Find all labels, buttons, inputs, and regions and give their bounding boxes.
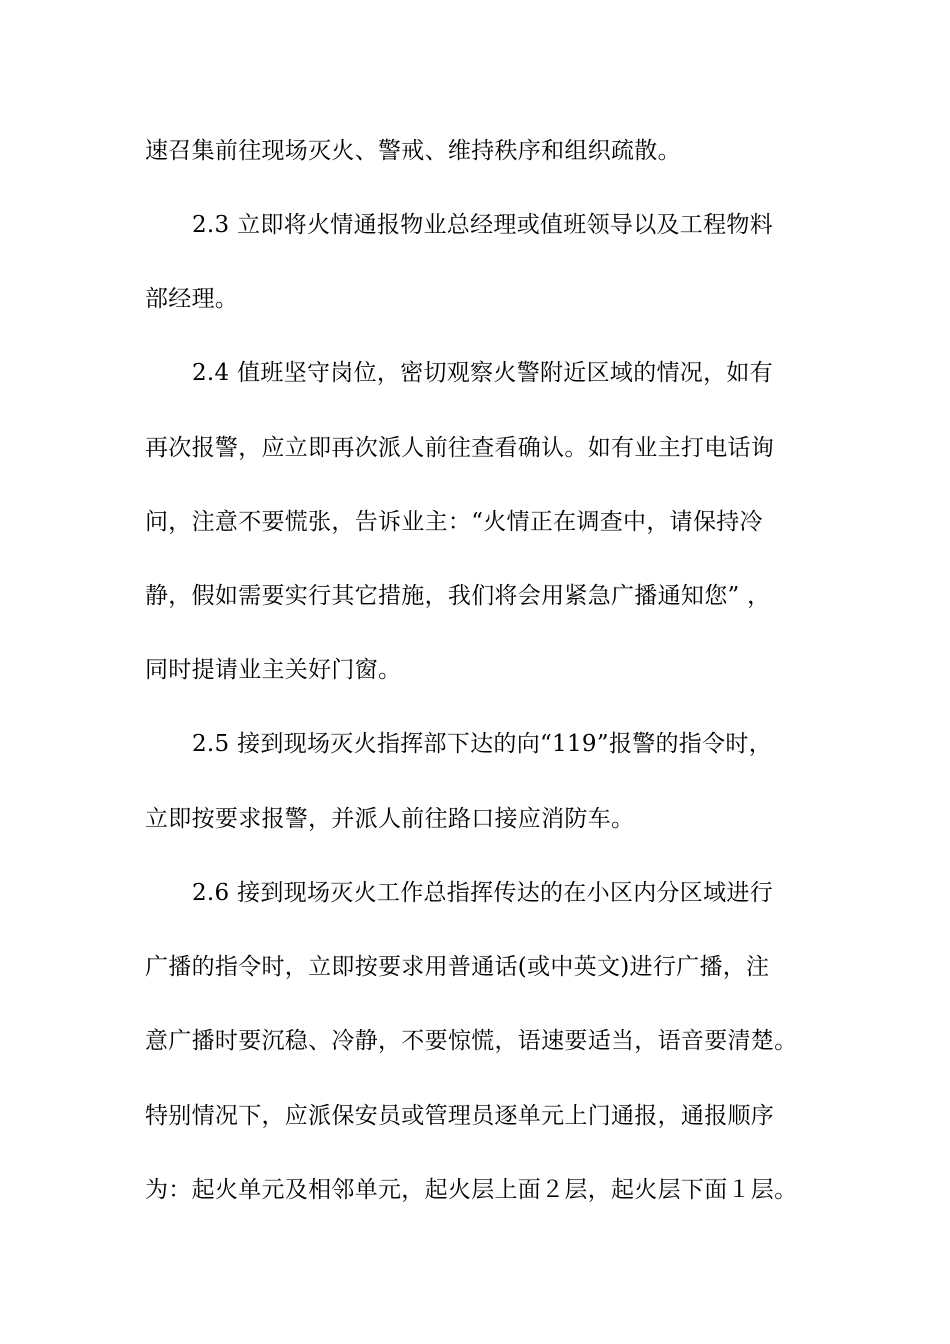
text-line: 为：起火单元及相邻单元，起火层上面２层，起火层下面１层。 <box>145 1177 798 1203</box>
paragraph-2-6-start: 2.6 接到现场灭火工作总指挥传达的在小区内分区域进行 <box>192 880 773 906</box>
text-line: 同时提请业主关好门窗。 <box>145 657 402 683</box>
text-line: 静，假如需要实行其它措施，我们将会用紧急广播通知您” ， <box>145 583 771 609</box>
paragraph-2-4-start: 2.4 值班坚守岗位，密切观察火警附近区域的情况，如有 <box>192 360 773 386</box>
paragraph-2-5-start: 2.5 接到现场灭火指挥部下达的向“119”报警的指令时， <box>192 731 773 757</box>
text-line: 意广播时要沉稳、冷静，不要惊慌，语速要适当，语音要清楚。 <box>145 1028 798 1054</box>
text-line: 速召集前往现场灭火、警戒、维持秩序和组织疏散。 <box>145 138 681 164</box>
text-line: 再次报警，应立即再次派人前往查看确认。如有业主打电话询 <box>145 435 775 461</box>
text-line: 问，注意不要慌张，告诉业主：“火情正在调查中，请保持冷 <box>145 509 763 535</box>
text-line: 特别情况下，应派保安员或管理员逐单元上门通报，通报顺序 <box>145 1103 775 1129</box>
paragraph-2-3-start: 2.3 立即将火情通报物业总经理或值班领导以及工程物料 <box>192 212 773 238</box>
text-line: 部经理。 <box>145 286 239 312</box>
text-line: 立即按要求报警，并派人前往路口接应消防车。 <box>145 806 635 832</box>
text-line: 广播的指令时，立即按要求用普通话(或中英文)进行广播，注 <box>145 954 770 980</box>
